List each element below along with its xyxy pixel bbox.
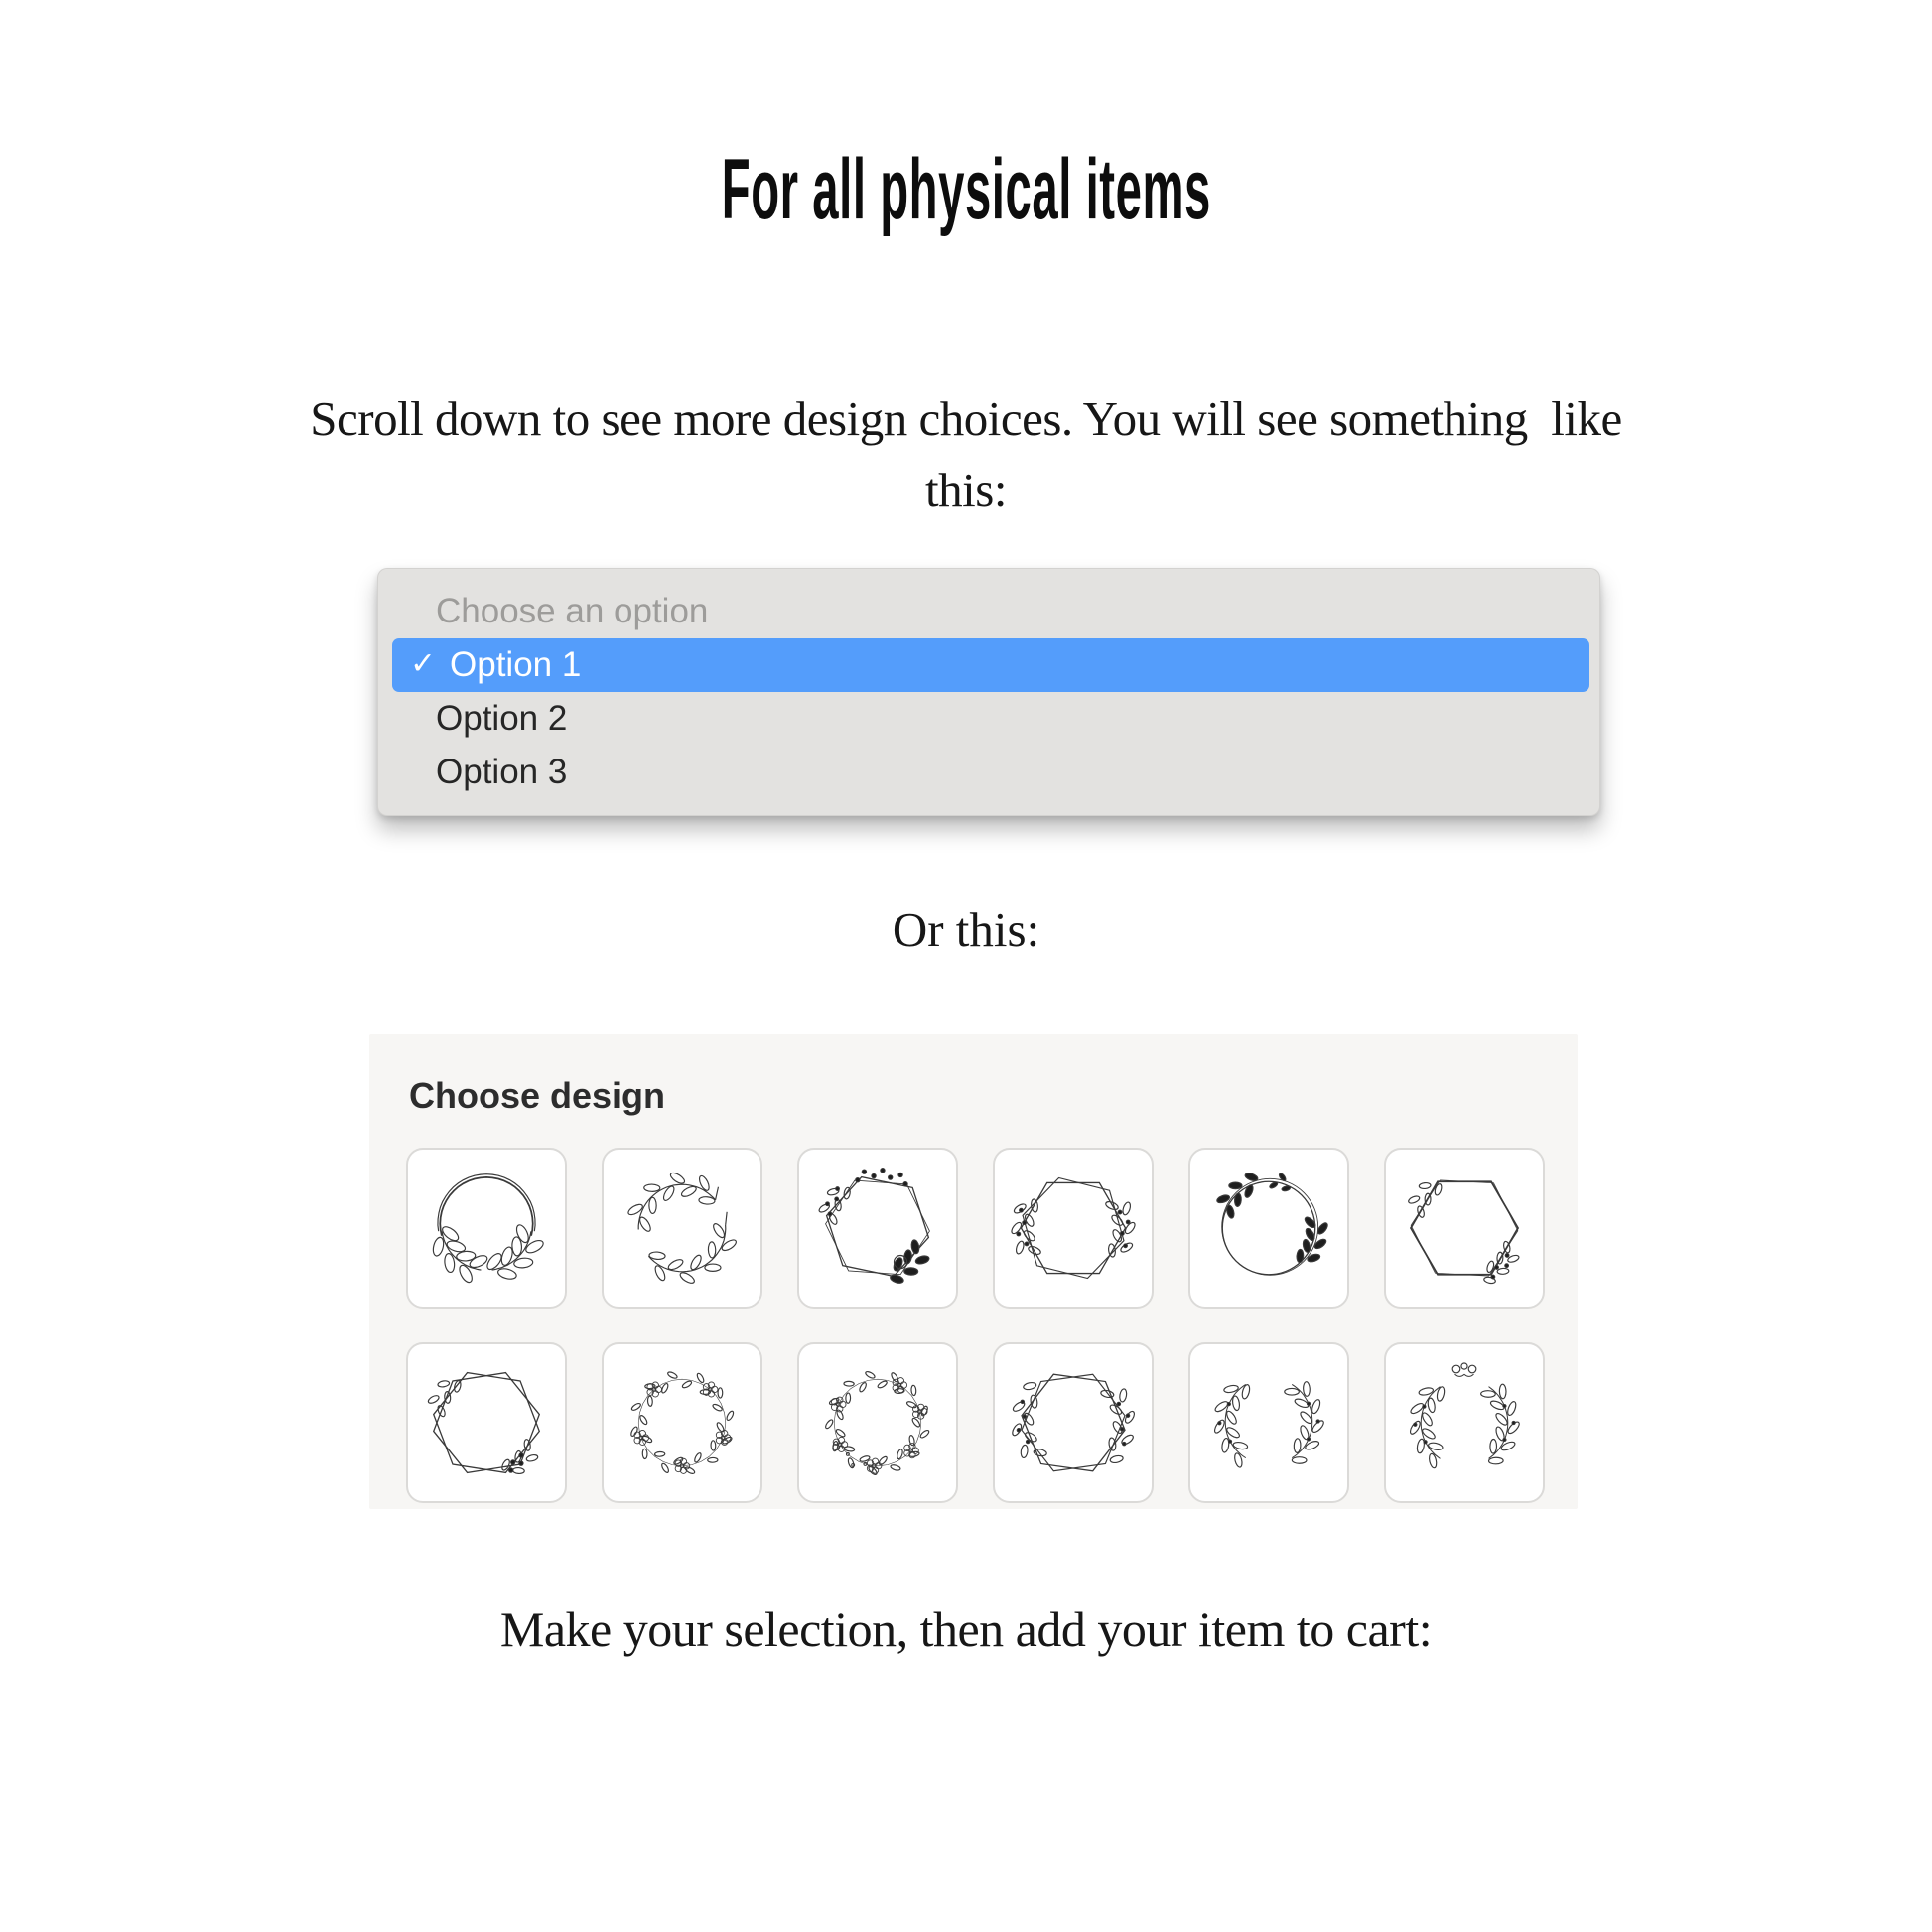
dropdown-option-1-selected[interactable]	[392, 638, 1589, 692]
design-thumbnail-4[interactable]	[993, 1148, 1154, 1309]
design-thumbnail-6[interactable]	[1384, 1148, 1545, 1309]
laurel-branch-pair-with-ornament-icon	[1392, 1350, 1537, 1495]
circle-wreath-laurel-bottom-icon	[414, 1156, 559, 1301]
design-thumbnail-7[interactable]	[406, 1342, 567, 1503]
design-thumbnail-9[interactable]	[797, 1342, 958, 1503]
option-dropdown[interactable]	[377, 568, 1600, 816]
intro-text	[0, 383, 1932, 526]
design-thumbnail-11[interactable]	[1188, 1342, 1349, 1503]
laurel-branch-pair-icon	[1196, 1350, 1341, 1495]
page-title-text: For all physical items	[721, 142, 1211, 237]
circle-wreath-dark-leaves-icon	[1196, 1156, 1341, 1301]
design-picker-heading: Choose design	[409, 1075, 666, 1116]
design-thumbnail-3[interactable]	[797, 1148, 958, 1309]
page-title	[0, 142, 1932, 237]
design-thumbnail-12[interactable]	[1384, 1342, 1545, 1503]
hexagon-corner-sprigs-icon	[1392, 1156, 1537, 1301]
hexagon-wreath-dark-florals-icon	[805, 1156, 950, 1301]
design-picker-panel	[369, 1034, 1578, 1509]
dense-floral-full-wreath-icon	[805, 1350, 950, 1495]
two-branch-open-wreath-icon	[610, 1156, 755, 1301]
dropdown-placeholder-option[interactable]: Choose an option	[436, 592, 709, 630]
outro-text: Make your selection, then add your item to cart:	[499, 1601, 1433, 1657]
design-thumbnail-5[interactable]	[1188, 1148, 1349, 1309]
checkmark-icon: ✓	[410, 645, 436, 681]
dropdown-option-1-label: Option 1	[450, 645, 582, 684]
fine-floral-full-wreath-icon	[610, 1350, 755, 1495]
rotated-double-hexagon-sprigs-icon	[414, 1350, 559, 1495]
dropdown-option-3[interactable]: Option 3	[436, 753, 568, 791]
double-hexagon-leafy-sides-icon	[1001, 1350, 1146, 1495]
dropdown-option-2[interactable]: Option 2	[436, 699, 568, 738]
design-thumbnail-1[interactable]	[406, 1148, 567, 1309]
design-grid	[406, 1148, 1545, 1503]
or-this-text: Or this:	[892, 902, 1040, 957]
design-thumbnail-8[interactable]	[602, 1342, 762, 1503]
intro-line2: this:	[925, 463, 1007, 517]
intro-line1: Scroll down to see more design choices. You will see something like	[310, 391, 1622, 446]
design-thumbnail-10[interactable]	[993, 1342, 1154, 1503]
design-thumbnail-2[interactable]	[602, 1148, 762, 1309]
double-hexagon-side-florals-icon	[1001, 1156, 1146, 1301]
